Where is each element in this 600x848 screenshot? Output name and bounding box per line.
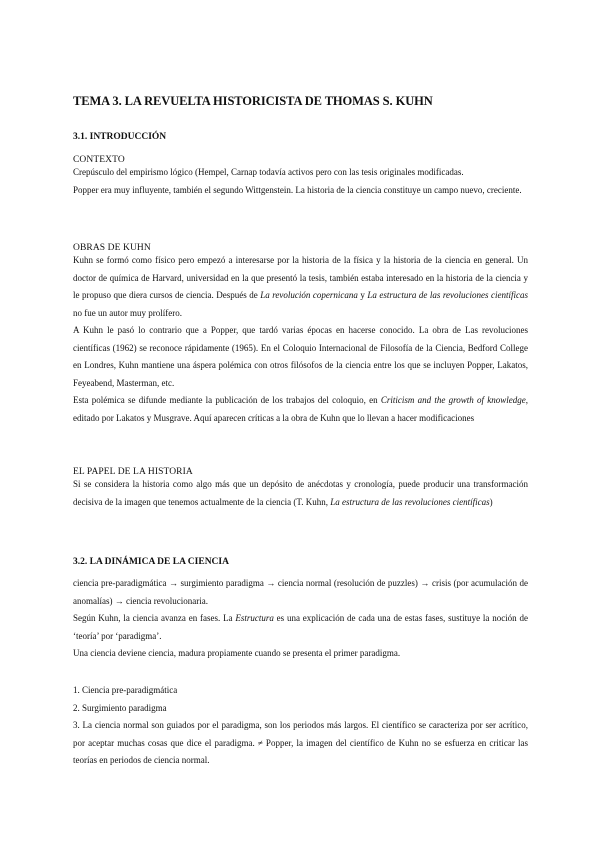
dinamica-paragraph-2: Según Kuhn, la ciencia avanza en fases. La Estructura es una explicación de cada una de estas fases, sustituye la noción de ‘teoría’ por ‘paradigma’. [73, 613, 528, 641]
contexto-paragraph-2: Popper era muy influyente, también el segundo Wittgenstein. La historia de la ciencia constituye un campo nuevo, creciente. [73, 184, 522, 195]
obras-paragraph-1: Kuhn se formó como físico pero empezó a interesarse por la historia de la física y la historia de la ciencia en general. Un doctor de química de Harvard, universidad en la que presentó la tesis, también estaba interesado en la historia de la ciencia y le propuso que diera cursos de ciencia. Después de La revolución copernicana y La estructura de las revoluciones científicas no fue un autor muy prolífero. [73, 255, 529, 318]
contexto-paragraph-1: Crepúsculo del empirismo lógico (Hempel, Carnap todavía activos pero con las tesis originales modificadas. [73, 167, 464, 177]
dinamica-text [73, 575, 528, 663]
section-heading-introduccion: 3.1. INTRODUCCIÓN [73, 132, 167, 142]
contexto-text [73, 164, 528, 199]
obras-paragraph-3: Esta polémica se difunde mediante la publicación de los trabajos del coloquio, en Criticism and the growth of knowledge, editado por Lakatos y Musgrave. Aquí aparecen críticas a la obra de Kuhn que lo llevan a hacer modificaciones [73, 395, 528, 423]
list-item: 3. La ciencia normal son guiados por el paradigma, son los periodos más largos. El científico se caracteriza por ser acrítico, por aceptar muchas cosas que dice el paradigma. ≠ Popper, la imagen del científico de Kuhn no se esfuerza en criticar las teorías en periodos de ciencia normal. [73, 720, 528, 765]
obras-paragraph-2: A Kuhn le pasó lo contrario que a Popper, que tardó varias épocas en hacerse conocido. La obra de Las revoluciones científicas (1962) se reconoce rápidamente (1965). En el Coloquio Internacional de Filosofía de la Ciencia, Bedford College en Londres, Kuhn mantiene una áspera polémica con otros filósofos de la ciencia entre los que se incluyen Popper, Lakatos, Feyeabend, Masterman, etc. [73, 325, 528, 388]
list-item: 2. Surgimiento paradigma [73, 702, 167, 713]
subheading-papel-historia: EL PAPEL DE LA HISTORIA [73, 467, 193, 477]
phases-list [73, 682, 528, 770]
dinamica-paragraph-1: ciencia pre-paradigmática → surgimiento paradigma → ciencia normal (resolución de puzzles) → crisis (por acumulación de anomalías) → ciencia revolucionaria. [73, 578, 528, 606]
dinamica-paragraph-3: Una ciencia deviene ciencia, madura propiamente cuando se presenta el primer paradigma. [73, 648, 401, 658]
subheading-contexto: CONTEXTO [73, 155, 125, 165]
page-title: TEMA 3. LA REVUELTA HISTORICISTA DE THOMAS S. KUHN [73, 94, 433, 108]
list-item: 1. Ciencia pre-paradigmática [73, 685, 178, 695]
papel-paragraph-1: Si se considera la historia como algo más que un depósito de anécdotas y cronología, puede producir una transformación decisiva de la imagen que tenemos actualmente de la ciencia (T. Kuhn, La estructura de las revoluciones científicas) [73, 479, 528, 507]
papel-text [73, 476, 528, 511]
obras-text [73, 252, 528, 427]
section-heading-dinamica: 3.2. LA DINÁMICA DE LA CIENCIA [73, 557, 229, 567]
subheading-obras-de-kuhn: OBRAS DE KUHN [73, 243, 151, 253]
